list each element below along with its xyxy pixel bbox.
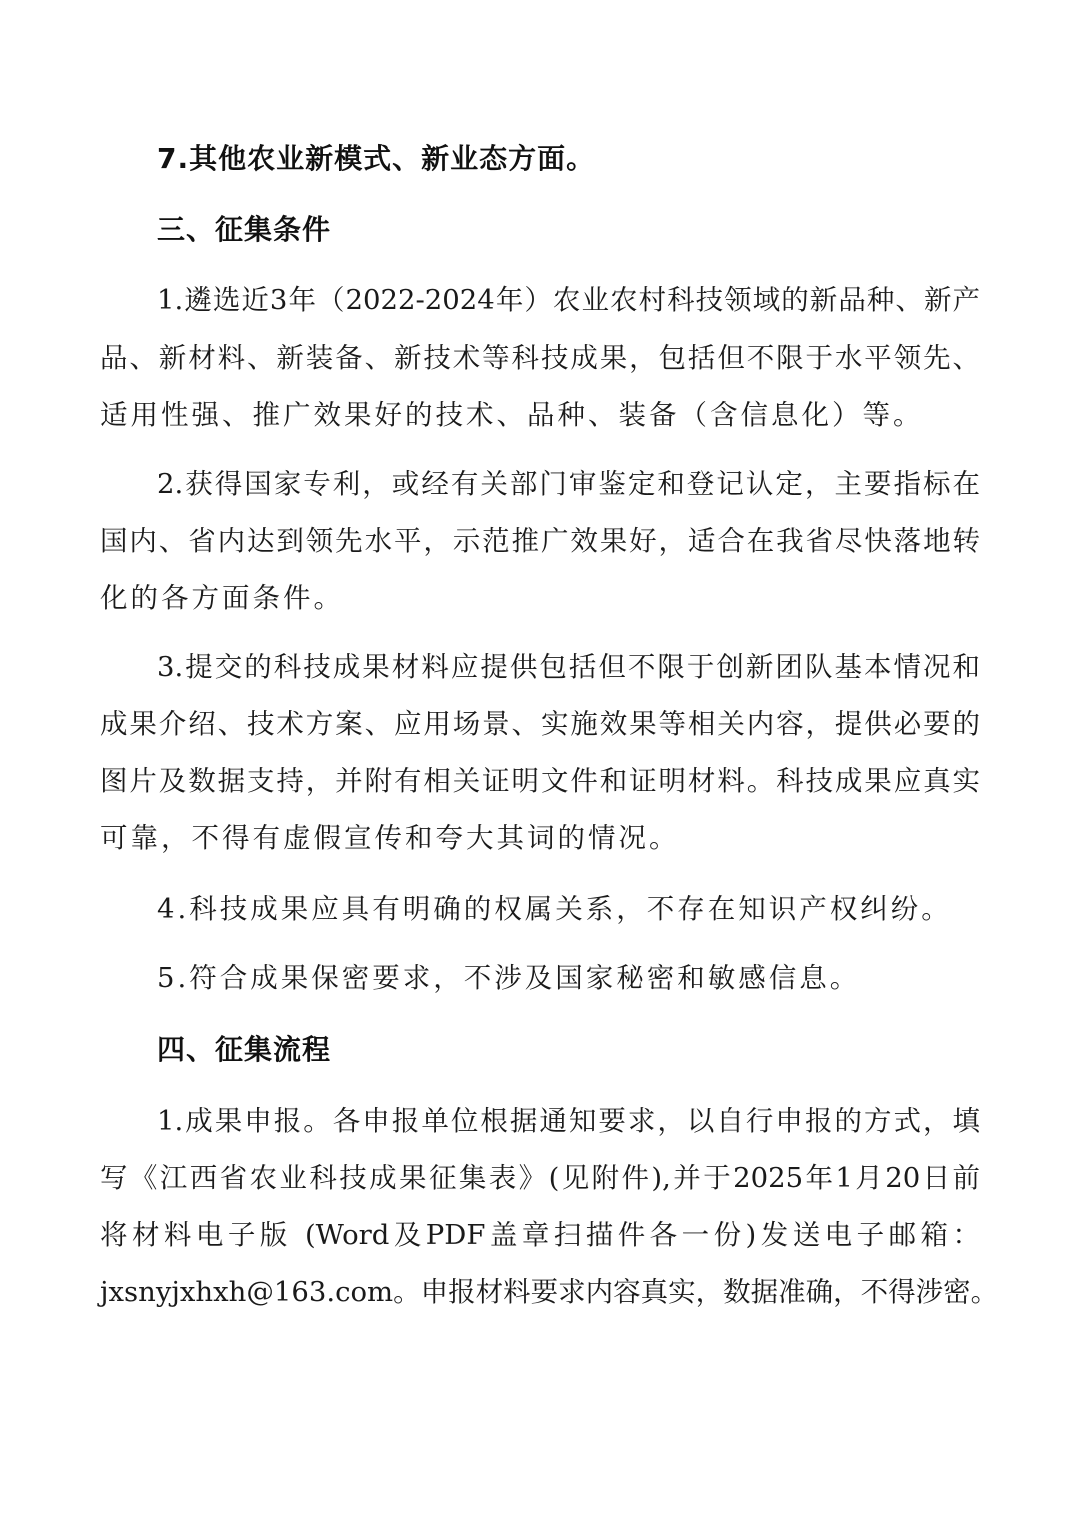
paragraph-line: 品、新材料、新装备、新技术等科技成果，包括但不限于水平领先、 [100,342,980,374]
paragraph-line: 成果介绍、技术方案、应用场景、实施效果等相关内容，提供必要的 [100,708,980,740]
item-7-heading: 7.其他农业新模式、新业态方面。 [157,142,596,175]
paragraph-line: jxsnyjxhxh@163.com。申报材料要求内容真实，数据准确，不得涉密。 [100,1276,999,1308]
paragraph-line: 将材料电子版 (Word及PDF盖章扫描件各一份)发送电子邮箱： [100,1219,980,1251]
paragraph-line: 图片及数据支持，并附有相关证明文件和证明材料。科技成果应真实 [100,765,980,797]
paragraph-line: 3.提交的科技成果材料应提供包括但不限于创新团队基本情况和 [157,651,980,683]
paragraph-line: 2.获得国家专利，或经有关部门审鉴定和登记认定，主要指标在 [157,468,980,500]
paragraph-line: 5.符合成果保密要求，不涉及国家秘密和敏感信息。 [157,962,861,994]
paragraph-line: 4.科技成果应具有明确的权属关系，不存在知识产权纠纷。 [157,893,952,925]
paragraph-line: 写《江西省农业科技成果征集表》(见附件),并于2025年1月20日前 [100,1162,980,1194]
section-3-heading: 三、征集条件 [157,213,332,246]
paragraph-line: 可靠，不得有虚假宣传和夸大其词的情况。 [100,822,680,854]
paragraph-line: 适用性强、推广效果好的技术、品种、装备（含信息化）等。 [100,399,924,431]
paragraph-line: 1.成果申报。各申报单位根据通知要求，以自行申报的方式，填 [157,1105,980,1137]
paragraph-line: 1.遴选近3年（2022-2024年）农业农村科技领域的新品种、新产 [157,284,980,316]
paragraph-line: 国内、省内达到领先水平，示范推广效果好，适合在我省尽快落地转 [100,525,980,557]
paragraph-line: 化的各方面条件。 [100,582,344,614]
section-4-heading: 四、征集流程 [157,1033,332,1066]
